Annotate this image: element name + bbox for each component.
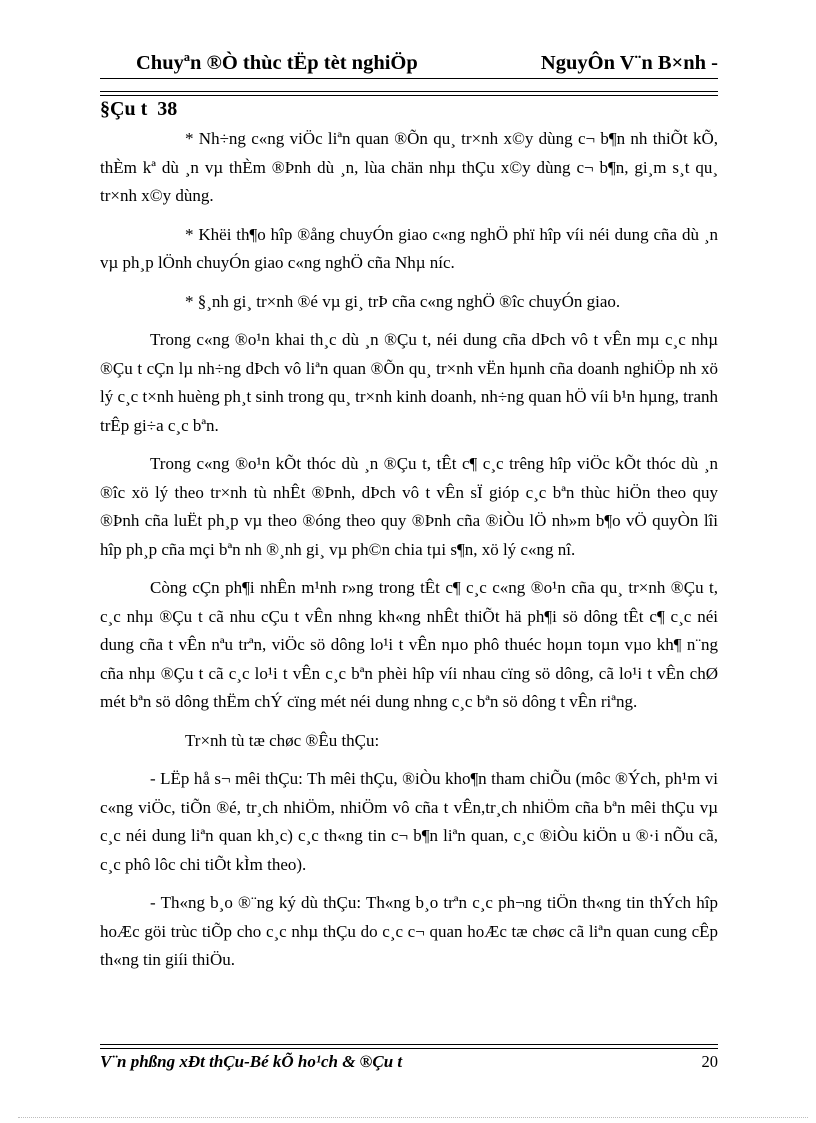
page-header: [100, 50, 718, 122]
footer-row: [100, 1052, 718, 1072]
paragraph-3: * §¸nh gi¸ tr×nh ®é vµ gi¸ trÞ cña c«ng nghÖ ®îc chuyÓn giao.: [185, 291, 621, 311]
bottom-dotted-line: [18, 1117, 808, 1118]
paragraph-7: Tr×nh tù tæ chøc ®Êu thÇu:: [185, 730, 380, 750]
paragraph-5: Trong c«ng ®o¹n kÕt thóc dù ¸n ®Çu t, tÊt c¶ c¸c trêng hîp viÖc kÕt thóc dù ¸n ®îc xö lý theo tr×nh tù nhÊt ®Þnh, dÞch vô t vÊn sÏ gióp c¸c bªn thùc hiÖn theo quy ®Þnh cña luËt ph¸p vµ theo ®óng theo quy ®Þnh cña ®iÒu lÖ nh»m b¶o vÖ quyÒn lîi hîp ph¸p cña mçi bªn nh ®¸nh gi¸ vµ ph©n chia tµi s¶n, xö lý c«ng nî.: [100, 454, 718, 559]
paragraph-1: * Nh÷ng c«ng viÖc liªn quan ®Õn qu¸ tr×nh x©y dùng c¬ b¶n nh thiÕt kÕ, thÈm kª dù ¸n vµ thÈm ®Þnh dù ¸n, lùa chän nhµ thÇu x©y dùng c¬ b¶n, gi¸m s¸t qu¸ tr×nh x©y dùng.: [100, 129, 718, 205]
footer-double-rule: [100, 1044, 718, 1049]
header-row: [100, 50, 718, 79]
document-body: [100, 125, 718, 975]
paragraph-9: - Th«ng b¸o ®¨ng ký dù thÇu: Th«ng b¸o trªn c¸c ph¬ng tiÖn th«ng tin thÝch hîp hoÆc göi trùc tiÕp cho c¸c nhµ thÇu do c¸c c¬ quan hoÆc tæ chøc cã liªn quan cung cÊp th«ng tin giíi thiÖu.: [100, 893, 718, 969]
footer-office-title: V¨n phßng xÐt thÇu-Bé kÕ ho¹ch & ®Çu t: [100, 1052, 403, 1071]
paragraph-4: Trong c«ng ®o¹n khai th¸c dù ¸n ®Çu t, néi dung cña dÞch vô t vÊn mµ c¸c nhµ ®Çu t cÇn lµ nh÷ng dÞch vô liªn quan ®Õn qu¸ tr×nh vËn hµnh cña doanh nghiÖp nh xö lý c¸c t×nh huèng ph¸t sinh trong qu¸ tr×nh kinh doanh, nh÷ng quan hÖ víi b¹n hµng, tranh trÊp gi÷a c¸c bªn.: [100, 330, 719, 435]
header-class-line: §Çu t 38: [100, 98, 178, 120]
paragraph-6: Còng cÇn ph¶i nhÊn m¹nh r»ng trong tÊt c¶ c¸c c«ng ®o¹n cña qu¸ tr×nh ®Çu t, c¸c nhµ ®Çu t cã nhu cÇu t vÊn nhng kh«ng nhÊt thiÕt hä ph¶i sö dông tÊt c¶ c¸c néi dung cña t vÊn nªu trªn, viÖc sö dông lo¹i t vÊn nµo phô thuéc hoµn toµn vµo kh¶ n¨ng cña nhµ ®Çu t cã c¸c lo¹i t vÊn c¸c bªn phèi hîp víi nhau cïng sö dông, cã lo¹i t vÊn chØ mét bªn sö dông thËm chÝ cïng mét néi dung nhng c¸c bªn sö dông t vÊn riªng.: [100, 578, 718, 711]
footer-page-number: 20: [701, 1052, 718, 1071]
header-double-rule: [100, 91, 718, 96]
header-author: NguyÔn V¨n B×nh -: [540, 52, 718, 74]
paragraph-2: * Khëi th¶o hîp ®ång chuyÓn giao c«ng nghÖ phï hîp víi néi dung cña dù ¸n vµ ph¸p lÖnh chuyÓn giao c«ng nghÖ cña Nhµ níc.: [100, 224, 718, 272]
paragraph-8: - LËp hå s¬ mêi thÇu: Th mêi thÇu, ®iÒu kho¶n tham chiÕu (môc ®Ých, ph¹m vi c«ng viÖc, tiÕn ®é, tr¸ch nhiÖm, nhiÖm vô cña t vÊn,tr¸ch nhiÖm cña bªn mêi thÇu vµ c¸c néi dung liªn quan kh¸c) c¸c th«ng tin c¬ b¶n liªn quan, c¸c ®iÒu kiÖn u ®·i nÕu cã, c¸c phô lôc chi tiÕt kÌm theo).: [100, 769, 718, 874]
page-footer: [100, 1044, 718, 1072]
header-course-title: Chuyªn ®Ò thùc tËp tèt nghiÖp: [136, 52, 418, 74]
